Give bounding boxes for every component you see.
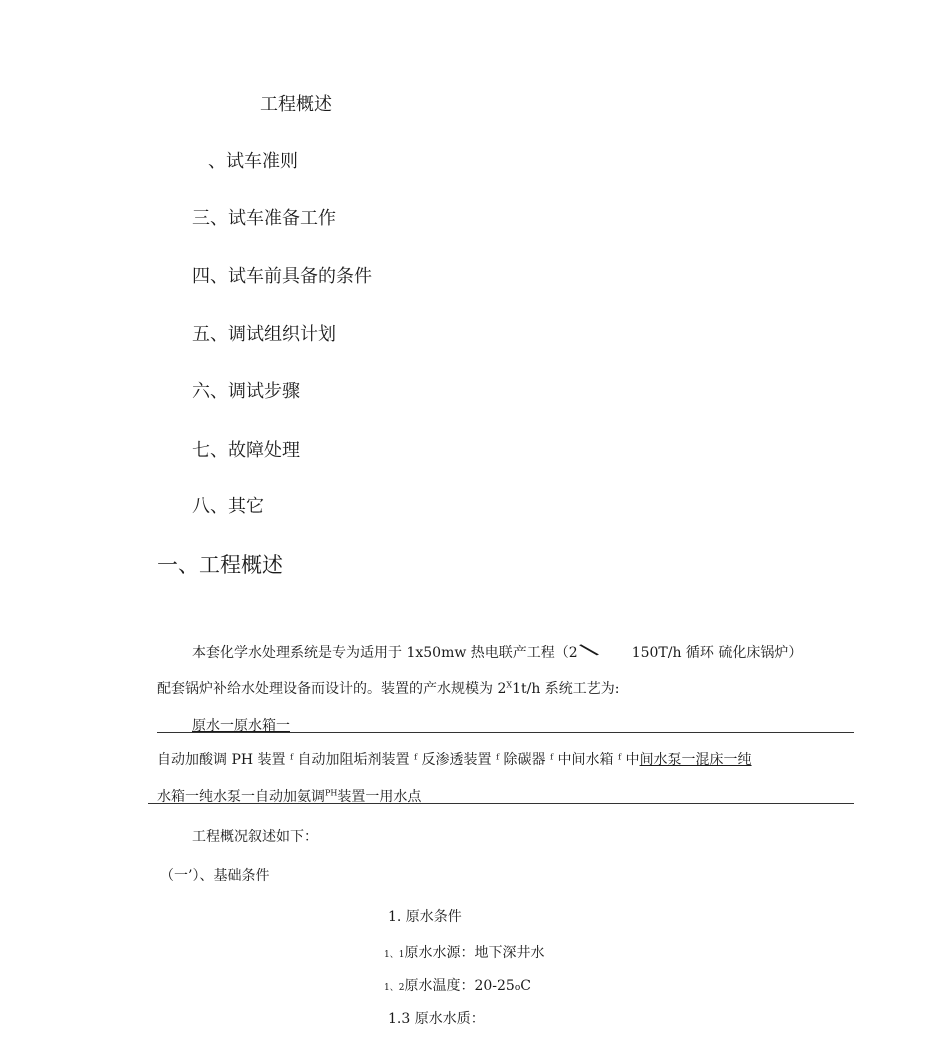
raw-water-source bbox=[384, 942, 544, 962]
paragraph-line-2 bbox=[157, 678, 620, 698]
toc-item-7: 七、故障处理 bbox=[192, 440, 300, 461]
toc-item-8: 八、其它 bbox=[192, 496, 264, 517]
multiply-superscript: X bbox=[506, 680, 513, 690]
checkmark-glyph: ⟍ bbox=[578, 636, 600, 664]
flow-divider-2 bbox=[148, 803, 854, 804]
process-flow-line-3-end: 装置一用水点 bbox=[337, 789, 422, 805]
overview-intro: 工程概况叙述如下： bbox=[192, 829, 318, 845]
ph-superscript: PH bbox=[325, 788, 338, 798]
paragraph-line-1 bbox=[192, 638, 802, 662]
toc-item-4: 四、试车前具备的条件 bbox=[192, 266, 372, 287]
paragraph-line-1-start: 本套化学水处理系统是专为适用于 1x50mw 热电联产工程（2 bbox=[192, 645, 578, 661]
raw-water-quality: 1.3 原水水质： bbox=[388, 1011, 485, 1027]
paragraph-line-2-end: 1t/h 系统工艺为: bbox=[512, 681, 620, 697]
toc-item-2: 、试车准则 bbox=[208, 151, 298, 172]
toc-item-6: 六、调试步骤 bbox=[192, 381, 300, 402]
toc-item-3: 三、试车准备工作 bbox=[192, 208, 336, 229]
process-flow-line-2 bbox=[157, 749, 752, 769]
process-flow-line-3-start: 水箱一纯水泵一自动加氨调 bbox=[157, 789, 325, 805]
item-text: 原水水源：地下深井水 bbox=[404, 945, 545, 961]
item-number: 1、1 bbox=[384, 950, 405, 960]
process-flow-line-2-start: 自动加酸调 PH 装置 ᶠ 自动加阻垢剂装置 ᶠ 反渗透装置 ᶠ 除碳器 ᶠ 中间水箱 ᶠ 中 bbox=[157, 752, 640, 768]
basic-conditions-heading: （一’）、基础条件 bbox=[160, 868, 270, 884]
process-flow-line-1: 原水一原水箱一 bbox=[192, 718, 290, 734]
raw-water-temperature bbox=[384, 975, 531, 995]
flow-divider-1 bbox=[157, 732, 854, 733]
paragraph-line-1-end: 150T/h 循环 硫化床锅炉） bbox=[631, 645, 803, 661]
degree-mark: o bbox=[514, 983, 521, 993]
celsius-unit: C bbox=[520, 978, 531, 994]
section-heading: 一、工程概述 bbox=[157, 553, 283, 577]
item-text: 原水温度：20-25 bbox=[404, 978, 515, 994]
process-flow-line-2-underlined: 间水泵一混床一纯 bbox=[639, 752, 752, 768]
toc-item-5: 五、调试组织计划 bbox=[192, 324, 336, 345]
item-number: 1、2 bbox=[384, 983, 405, 993]
paragraph-line-2-start: 配套锅炉补给水处理设备而设计的。装置的产水规模为 2 bbox=[157, 681, 507, 697]
toc-title: 工程概述 bbox=[260, 94, 332, 115]
raw-water-title: 1. 原水条件 bbox=[388, 909, 462, 925]
